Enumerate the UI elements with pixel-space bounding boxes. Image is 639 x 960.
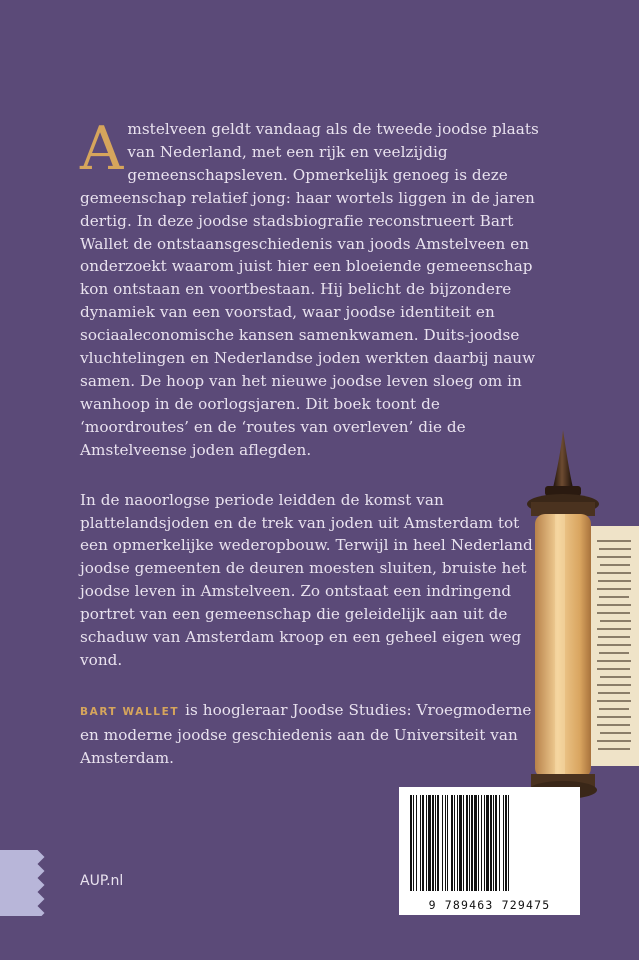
author-bio-text: is hoogleraar Joodse Studies: Vroegmoderne en moderne joodse geschiedenis aan de Universiteit van Amsterdam. bbox=[80, 700, 532, 767]
barcode bbox=[399, 787, 580, 915]
publisher-url: AUP.nl bbox=[80, 873, 124, 889]
spine-tab-icon bbox=[0, 850, 46, 916]
barcode-bars bbox=[408, 795, 571, 891]
blurb-paragraph-2: In de naoorlogse periode leidden de komst van plattelandsjoden en de trek van joden uit Amsterdam tot een opmerkelijke wederopbouw. Terwijl in heel Nederland joodse gemeenten de deuren moesten sluiten, bruiste het joodse leven in Amstelveen. Zo ontstaat een indringend portret van een gemeenschap die geleidelijk aan uit de schaduw van Amsterdam kroop en een geheel eigen weg vond. bbox=[80, 490, 533, 669]
torah-scroll-illustration bbox=[495, 430, 639, 830]
blurb-paragraph-1-text: mstelveen geldt vandaag als de tweede joodse plaats van Nederland, met een rijk en veelzijdig gemeenschapsleven. Opmerkelijk genoeg is deze gemeenschap relatief jong: haar wortels liggen in de jaren dertig. In deze joodse stadsbiografie reconstrueert Bart Wallet de ontstaansgeschiedenis van joods Amstelveen en onderzoekt waarom juist hier een bloeiende gemeenschap kon ontstaan en voortbestaan. Hij belicht de bijzondere dynamiek van een voorstad, waar joodse identiteit en sociaaleconomische kansen samenkwamen. Duits-joodse vluchtelingen en Nederlandse joden werkten daarbij nauw samen. De hoop van het nieuwe joodse leven sloeg om in wanhoop in de oorlogsjaren. Dit boek toont de ‘moordroutes’ en de ‘routes van overleven’ die de Amstelveense joden aflegden. bbox=[80, 120, 539, 459]
author-bio bbox=[80, 699, 550, 770]
drop-cap: A bbox=[80, 114, 124, 184]
blurb-paragraph-1 bbox=[80, 114, 550, 462]
blurb bbox=[80, 114, 550, 797]
author-name: BART WALLET bbox=[80, 705, 180, 718]
isbn-digits: 9 789463 729475 bbox=[428, 898, 551, 912]
